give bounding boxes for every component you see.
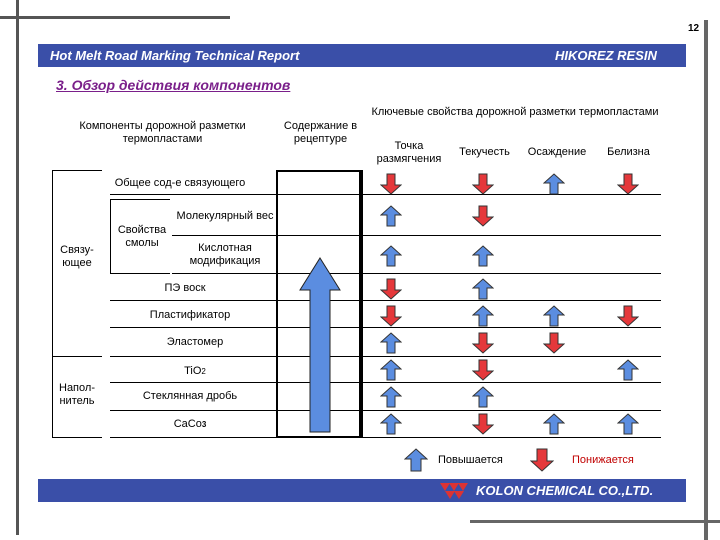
company-name: KOLON CHEMICAL CO.,LTD. (476, 483, 654, 498)
section-title: 3. Обзор действия компонентов (56, 77, 291, 93)
frame-bottom-line (470, 520, 720, 523)
decrease-arrow-icon (472, 359, 494, 381)
row-label-total-binder: Общее сод-е связующего (114, 177, 246, 190)
row-separator (110, 300, 661, 301)
legend-up-arrow (404, 448, 428, 472)
row-separator (172, 235, 661, 236)
binder-bracket-bottom (52, 356, 102, 357)
filler-bracket-bottom (52, 437, 102, 438)
row-separator (172, 273, 661, 274)
softening-header: Точка размягчения (376, 139, 442, 165)
key-props-header: Ключевые свойства дорожной разметки термопластами (371, 106, 659, 119)
row-separator (110, 327, 661, 328)
decrease-arrow-icon (617, 305, 639, 327)
resin-bracket-vline (110, 199, 111, 273)
report-title: Hot Melt Road Marking Technical Report (50, 48, 300, 63)
binder-bracket-top (52, 170, 102, 171)
increase-arrow-icon (472, 278, 494, 300)
decrease-arrow-icon (472, 205, 494, 227)
content-increase-arrow (298, 256, 342, 434)
row-separator (110, 437, 661, 438)
increase-arrow-icon (617, 413, 639, 435)
whiteness-header: Белизна (607, 146, 650, 159)
increase-arrow-icon (543, 305, 565, 327)
increase-arrow-icon (472, 386, 494, 408)
row-separator (110, 382, 661, 383)
increase-arrow-icon (380, 205, 402, 227)
components-header: Компоненты дорожной разметки термопластами (79, 119, 246, 145)
increase-arrow-icon (380, 413, 402, 435)
increase-arrow-icon (472, 305, 494, 327)
decrease-arrow-icon (472, 332, 494, 354)
increase-arrow-icon (617, 359, 639, 381)
increase-arrow-icon (380, 386, 402, 408)
content-header: Содержание в рецептуре (283, 119, 358, 145)
kolon-logo (440, 481, 468, 501)
fluidity-header: Текучесть (459, 146, 510, 159)
binder-bracket-vline (52, 170, 53, 356)
frame-right-line (704, 20, 708, 540)
row-separator (110, 356, 661, 357)
filler-bracket-vline (52, 356, 53, 438)
increase-arrow-icon (380, 245, 402, 267)
binder-group-label: Связу-ющее (60, 243, 94, 269)
increase-arrow-icon (543, 413, 565, 435)
filler-group-label: Напол-нитель (59, 381, 95, 407)
legend-down-arrow (530, 448, 554, 472)
decrease-arrow-icon (543, 332, 565, 354)
decrease-arrow-icon (617, 173, 639, 195)
resin-name: HIKOREZ RESIN (555, 48, 657, 63)
legend-decrease-label: Понижается (572, 454, 634, 466)
resin-bracket-top (110, 199, 170, 200)
row-separator (110, 410, 661, 411)
row-label-glass-beads: Стеклянная дробь (142, 390, 238, 403)
decrease-arrow-icon (380, 278, 402, 300)
row-label-molecular-weight: Молекулярный вес (176, 210, 274, 223)
legend-increase-label: Повышается (438, 454, 503, 466)
increase-arrow-icon (380, 332, 402, 354)
decrease-arrow-icon (380, 305, 402, 327)
resin-props-label: Свойства смолы (117, 223, 167, 249)
increase-arrow-icon (472, 245, 494, 267)
settling-header: Осаждение (527, 146, 587, 159)
row-label-caco3: CaCo 3 (173, 418, 207, 431)
row-label-pe-wax: ПЭ воск (164, 282, 206, 295)
row-label-tio2: TiO 2 (184, 365, 206, 378)
row-label-elastomer: Эластомер (166, 336, 224, 349)
decrease-arrow-icon (380, 173, 402, 195)
resin-bracket-bottom (110, 273, 170, 274)
row-label-plasticizer: Пластификатор (149, 309, 231, 322)
page-number: 12 (688, 23, 700, 34)
frame-top-line (0, 16, 230, 19)
increase-arrow-icon (543, 173, 565, 195)
frame-left-line (16, 0, 19, 535)
decrease-arrow-icon (472, 173, 494, 195)
increase-arrow-icon (380, 359, 402, 381)
decrease-arrow-icon (472, 413, 494, 435)
row-label-acid-modification: Кислотная модификация (189, 241, 261, 267)
